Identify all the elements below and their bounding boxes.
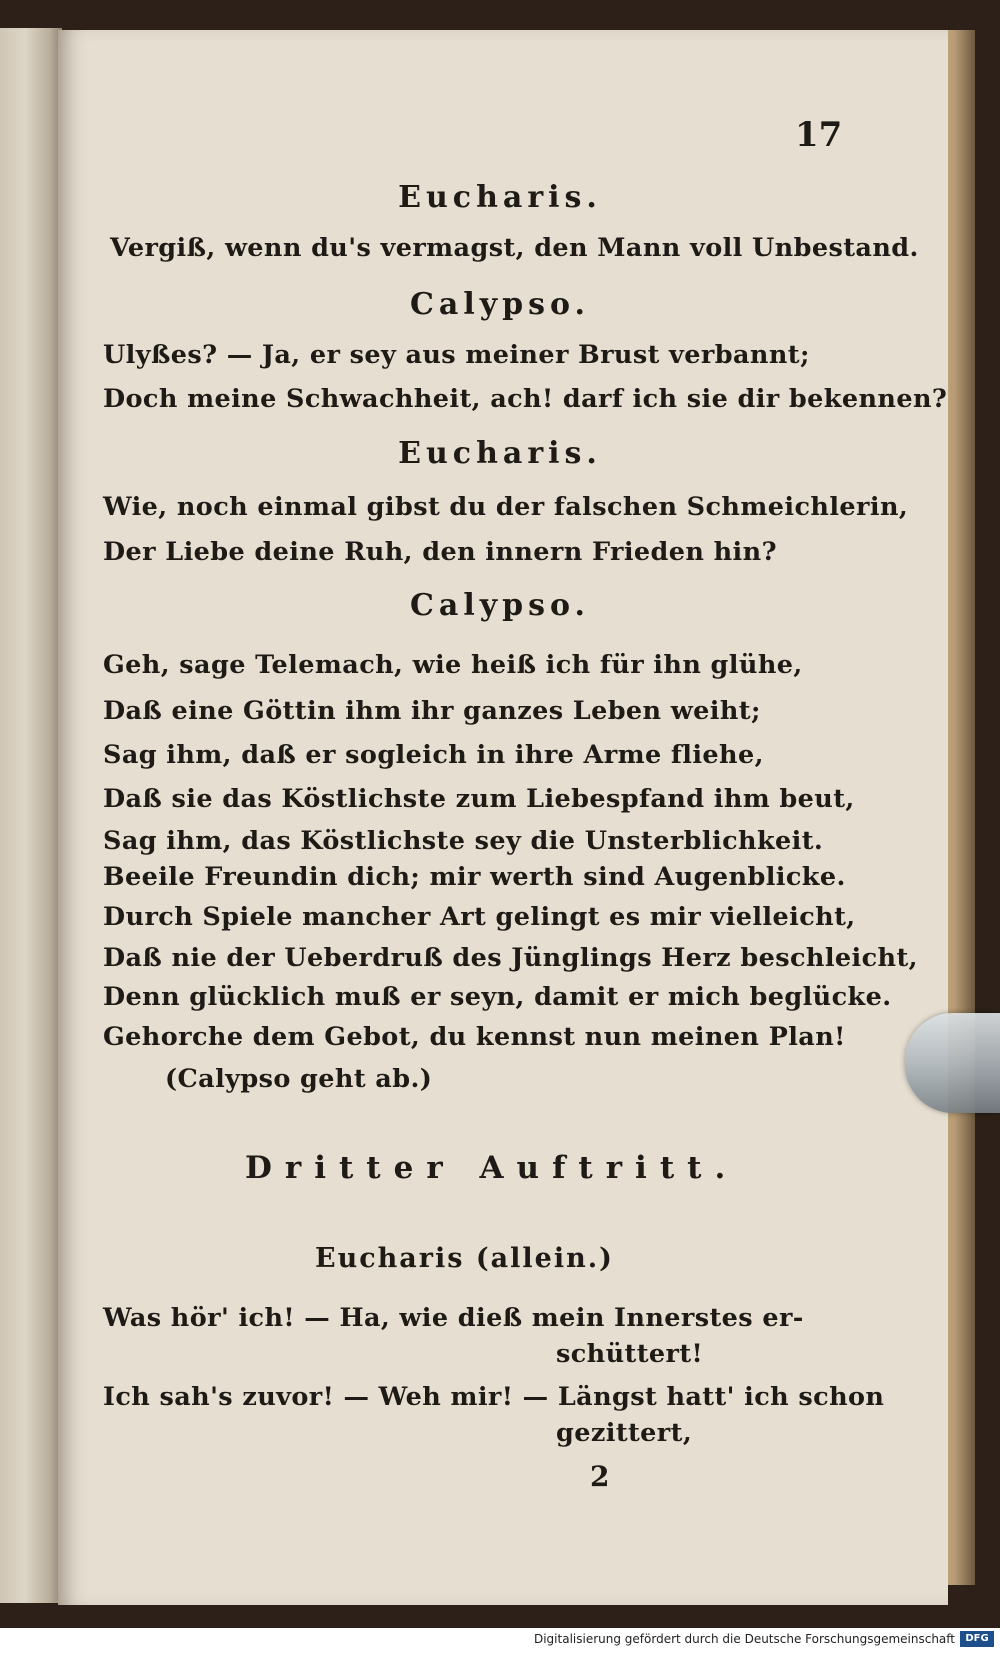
scene-heading: Dritter Auftritt. <box>245 1150 739 1186</box>
verse-line: Beeile Freundin dich; mir werth sind Augenblicke. <box>103 862 846 892</box>
verse-line: Ich sah's zuvor! — Weh mir! — Längst hatt' ich schon <box>103 1382 885 1412</box>
speaker-label: Eucharis. <box>398 180 602 215</box>
verse-line: Denn glücklich muß er seyn, damit er mich beglücke. <box>103 982 892 1012</box>
verse-line: Geh, sage Telemach, wie heiß ich für ihn glühe, <box>103 650 803 680</box>
verse-line: Was hör' ich! — Ha, wie dieß mein Innerstes er- <box>103 1303 804 1333</box>
footer-credit: Digitalisierung gefördert durch die Deutsche Forschungsgemeinschaft <box>533 1632 955 1646</box>
verse-line: Wie, noch einmal gibst du der falschen Schmeichlerin, <box>103 492 909 522</box>
verse-line: Durch Spiele mancher Art gelingt es mir vielleicht, <box>103 902 856 932</box>
previous-page-edge <box>0 28 62 1603</box>
verse-line: Daß eine Göttin ihm ihr ganzes Leben weiht; <box>103 696 761 726</box>
verse-continuation: schüttert! <box>556 1339 704 1369</box>
verse-line: Ulyßes? — Ja, er sey aus meiner Brust verbannt; <box>103 340 810 370</box>
scene-speaker: Eucharis (allein.) <box>315 1243 614 1274</box>
page-number: 17 <box>795 115 843 155</box>
verse-line: Sag ihm, daß er sogleich in ihre Arme fliehe, <box>103 740 764 770</box>
verse-line: Daß sie das Köstlichste zum Liebespfand ihm beut, <box>103 784 855 814</box>
stage-direction: (Calypso geht ab.) <box>165 1064 433 1094</box>
verse-line: Gehorche dem Gebot, du kennst nun meinen Plan! <box>103 1022 846 1052</box>
verse-line: Daß nie der Ueberdruß des Jünglings Herz beschleicht, <box>103 943 918 973</box>
verse-line: Der Liebe deine Ruh, den innern Frieden hin? <box>103 537 777 567</box>
verse-line: Doch meine Schwachheit, ach! darf ich sie dir bekennen? <box>103 384 948 414</box>
signature-mark: 2 <box>590 1460 610 1493</box>
speaker-label: Calypso. <box>410 588 590 623</box>
dfg-logo: DFG <box>960 1631 994 1647</box>
verse-continuation: gezittert, <box>556 1418 693 1448</box>
verse-line: Vergiß, wenn du's vermagst, den Mann voll Unbestand. <box>110 233 919 263</box>
speaker-label: Calypso. <box>410 287 590 322</box>
page-surface <box>58 30 948 1605</box>
page-clip <box>905 1013 1000 1113</box>
verse-line: Sag ihm, das Köstlichste sey die Unsterblichkeit. <box>103 826 824 856</box>
speaker-label: Eucharis. <box>398 436 602 471</box>
